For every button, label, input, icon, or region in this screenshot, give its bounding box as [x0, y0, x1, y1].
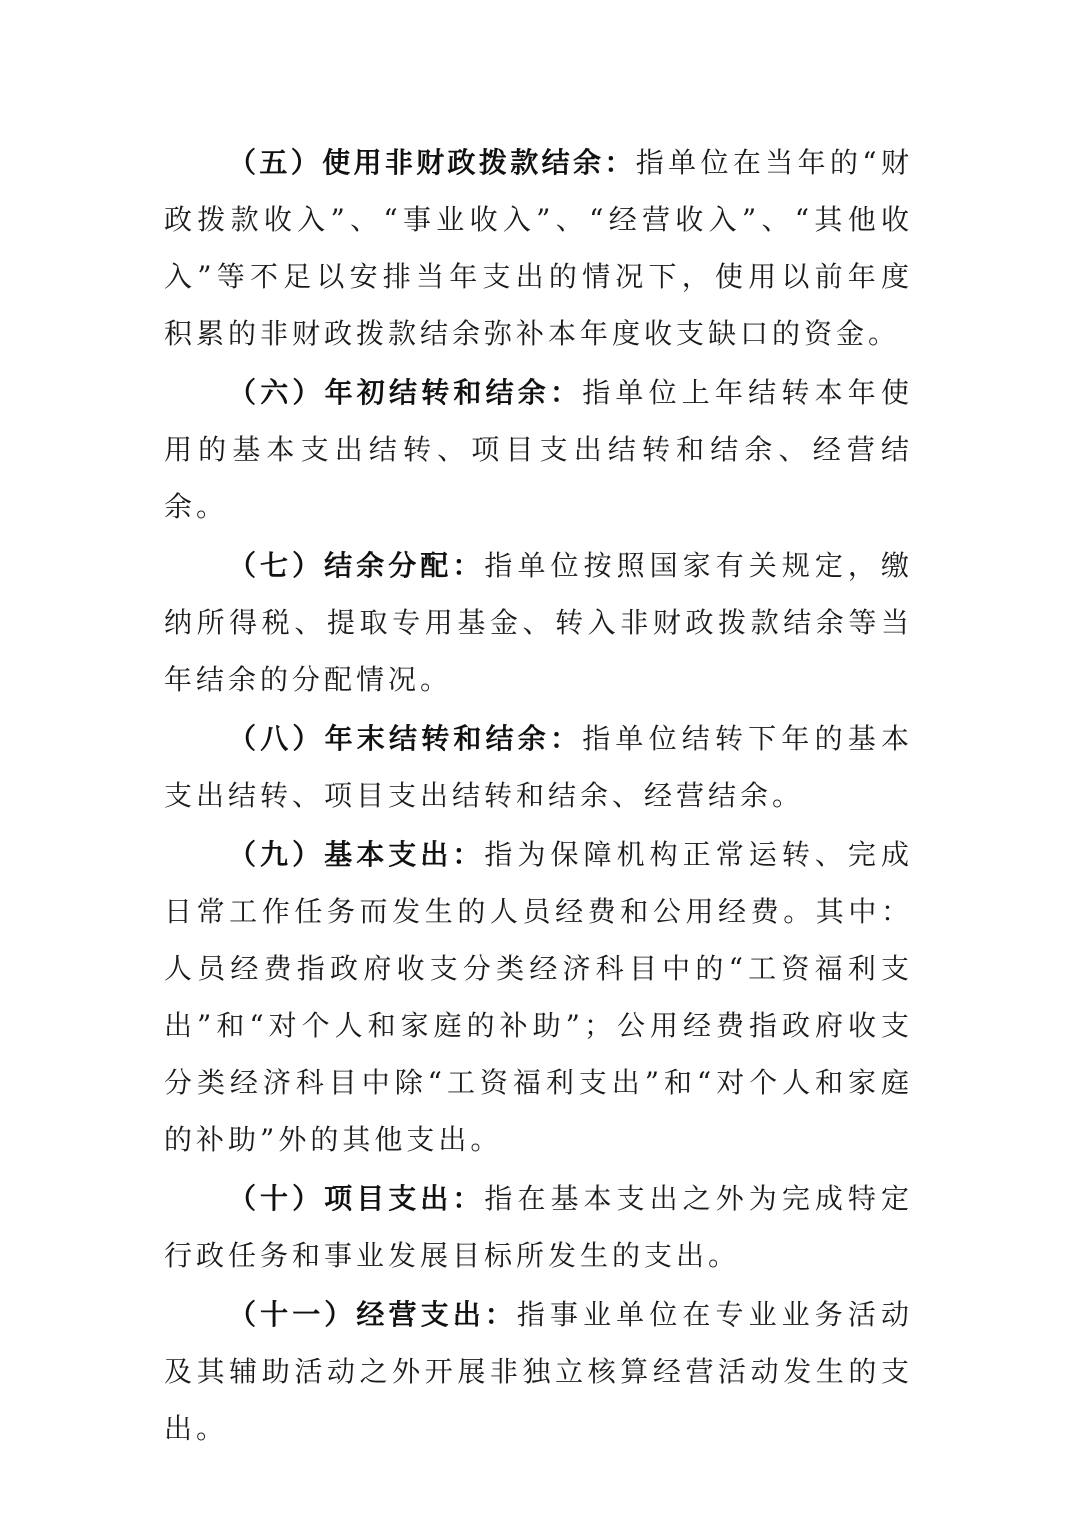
paragraph-6: [164, 364, 913, 535]
term-heading: （九）基本支出：: [228, 838, 485, 871]
paragraph-11: [164, 1286, 913, 1457]
term-description: 指单位按照国家有关规定，缴纳所得税、提取专用基金、转入非财政拨款结余等当年结余的分配情况。: [164, 549, 913, 696]
term-description: 指在基本支出之外为完成特定行政任务和事业发展目标所发生的支出。: [164, 1182, 913, 1272]
term-heading: （十一）经营支出：: [228, 1298, 517, 1331]
paragraph-8: [164, 710, 913, 824]
document-body: [164, 134, 913, 1459]
paragraph-5: [164, 134, 913, 362]
term-heading: （八）年末结转和结余：: [228, 722, 583, 755]
term-description: 指单位上年结转本年使用的基本支出结转、项目支出结转和结余、经营结余。: [164, 376, 913, 523]
paragraph-10: [164, 1170, 913, 1284]
term-heading: （六）年初结转和结余：: [228, 376, 583, 409]
term-heading: （七）结余分配：: [228, 549, 485, 582]
term-description: 指单位结转下年的基本支出结转、项目支出结转和结余、经营结余。: [164, 722, 913, 812]
term-heading: （五）使用非财政拨款结余：: [228, 146, 636, 179]
term-description: 指单位在当年的“财政拨款收入”、“事业收入”、“经营收入”、“其他收入”等不足以安排当年支出的情况下，使用以前年度积累的非财政拨款结余弥补本年度收支缺口的资金。: [164, 146, 913, 350]
term-heading: （十）项目支出：: [228, 1182, 485, 1215]
paragraph-7: [164, 537, 913, 708]
term-description: 指为保障机构正常运转、完成日常工作任务而发生的人员经费和公用经费。其中：人员经费指政府收支分类经济科目中的“工资福利支出”和“对个人和家庭的补助”；公用经费指政府收支分类经济科目中除“工资福利支出”和“对个人和家庭的补助”外的其他支出。: [164, 838, 913, 1156]
paragraph-9: [164, 826, 913, 1168]
term-description: 指事业单位在专业业务活动及其辅助活动之外开展非独立核算经营活动发生的支出。: [164, 1298, 913, 1445]
